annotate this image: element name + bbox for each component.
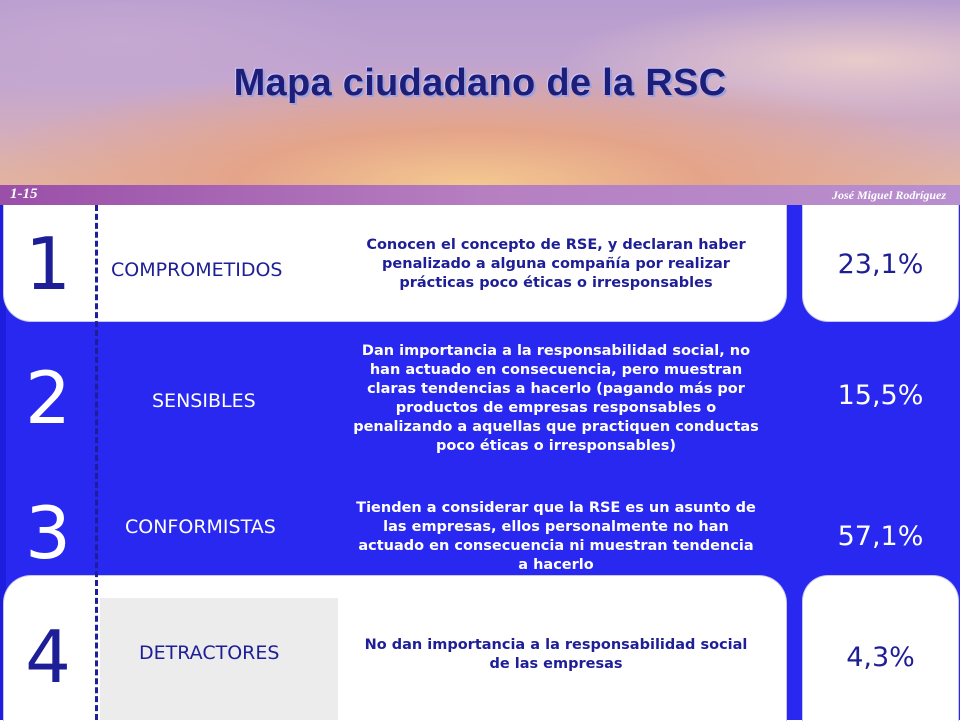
row-4-number: 4 (25, 615, 71, 699)
row-4-description: No dan importancia a la responsabilidad social de las empresas (364, 637, 748, 672)
row-1-description: Conocen el concepto de RSE, y declaran haber penalizado a alguna compañía por realizar prácticas poco éticas o irresponsables (366, 237, 746, 291)
row-1-value: 23,1% (837, 249, 924, 280)
row-4-value: 4,3% (846, 642, 915, 673)
row-1-number: 1 (25, 222, 71, 306)
row-3-value: 57,1% (837, 521, 924, 552)
row-4-label: DETRACTORES (139, 642, 280, 664)
row-3-label: CONFORMISTAS (125, 516, 276, 538)
slide-number: 1-15 (10, 186, 38, 202)
row-3-description: Tienden a considerar que la RSE es un asunto de las empresas, ellos personalmente no han actuado en consecuencia ni muestran tendencia a hacerlo (356, 500, 756, 573)
header-subbar (0, 185, 960, 205)
row-2-description: Dan importancia a la responsabilidad social, no han actuado en consecuencia, pero muestran claras tendencias a hacerlo (pagando más por productos de empresas responsables o penalizando a aquellas que practiquen conductas poco éticas o irresponsables) (353, 343, 759, 454)
header-banner (0, 0, 960, 185)
row-1-label: COMPROMETIDOS (111, 259, 283, 281)
row-2-label: SENSIBLES (152, 390, 256, 412)
row-3-number: 3 (25, 491, 71, 575)
dashed-divider (95, 205, 98, 720)
row-2-number: 2 (25, 356, 71, 440)
row-2-value: 15,5% (837, 380, 924, 411)
page-title: Mapa ciudadano de la RSC (233, 62, 727, 104)
author-name: José Miguel Rodríguez (831, 188, 946, 202)
